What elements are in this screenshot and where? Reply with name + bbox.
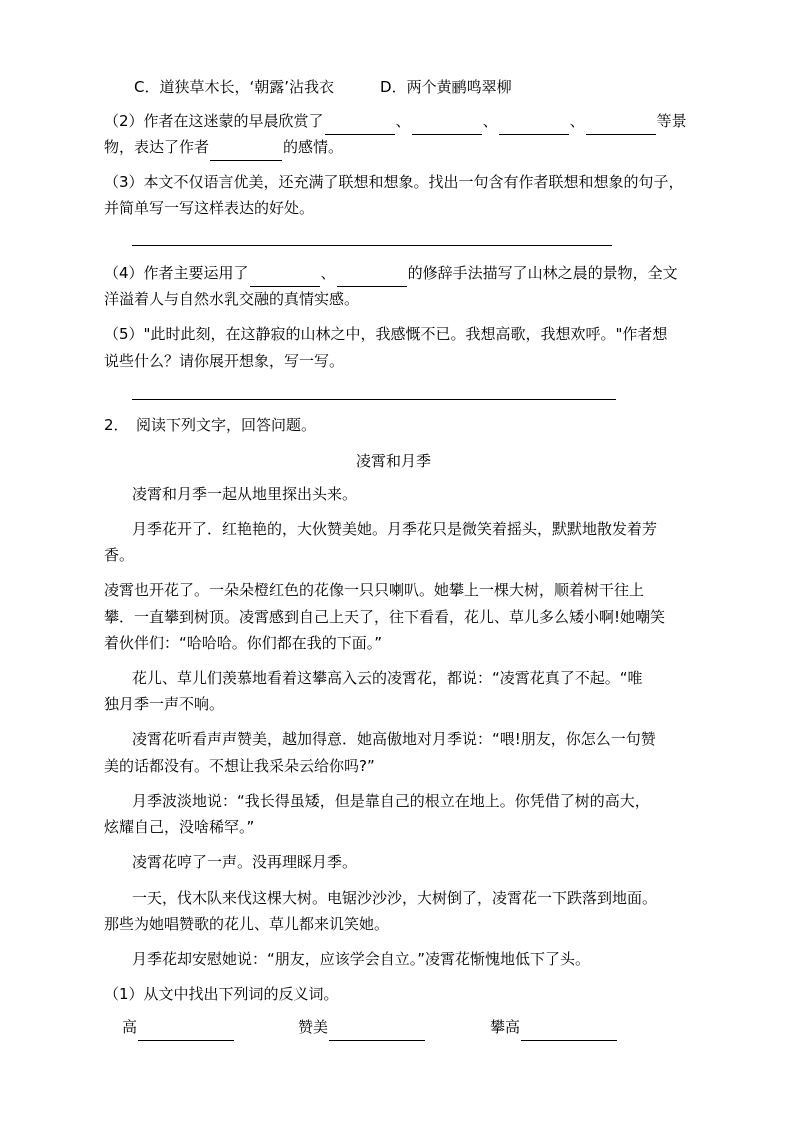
antonym-word: 赞美: [298, 1018, 329, 1036]
passage-paragraph: 美的话都没有。不想让我采朵云给你吗?”: [104, 757, 375, 775]
question-1-5-line2: 说些什么？请你展开想象，写一写。: [104, 352, 345, 370]
passage-paragraph: 月季波淡地说：“我长得虽矮，但是靠自己的根立在地上。你凭借了树的高大，: [132, 792, 650, 810]
passage-paragraph: 月季花开了．红艳艳的，大伙赞美她。月季花只是微笑着摇头，默默地散发着芳: [132, 520, 658, 538]
question-1-2-line2: 物，表达了作者 的感情。: [104, 133, 343, 161]
passage-paragraph: 凌霄花听看声声赞美，越加得意．她高傲地对月季说：“喂!朋友，你怎么一句赞: [132, 730, 656, 748]
question-1-4: （4）作者主要运用了 、 的修辞手法描写了山林之晨的景物，全文: [104, 259, 678, 287]
antonym-item: [298, 1013, 426, 1041]
option-d: D．两个黄鹂鸣翠柳: [380, 78, 512, 96]
passage-paragraph: 攀．一直攀到树顶。凌霄感到自己上天了，往下看看，花儿、草儿多么矮小啊!她嘲笑: [104, 608, 666, 626]
passage-paragraph: 着伙伴们：“哈哈哈。你们都在我的下面。”: [104, 634, 383, 652]
answer-blank[interactable]: [499, 116, 569, 135]
passage-paragraph: 花儿、草儿们羡慕地看着这攀高入云的凌霄花，都说：“凌霄花真了不起。“唯: [132, 669, 643, 687]
answer-blank[interactable]: [586, 116, 656, 135]
passage-paragraph: 独月季一声不响。: [104, 695, 225, 713]
question-2-1: （1）从文中找出下列词的反义词。: [104, 985, 339, 1003]
answer-blank[interactable]: [412, 116, 482, 135]
answer-blank[interactable]: [521, 1022, 617, 1041]
question-1-3: （3）本文不仅语言优美，还充满了联想和想象。找出一句含有作者联想和想象的句子，: [104, 173, 684, 191]
question-2-heading: 2． 阅读下列文字，回答问题。: [104, 416, 317, 434]
question-1-4-line2: 洋溢着人与自然水乳交融的真情实感。: [104, 290, 360, 308]
answer-blank[interactable]: [138, 1022, 234, 1041]
passage-paragraph: 凌霄也开花了。一朵朵橙红色的花像一只只喇叭。她攀上一棵大树，顺着树干往上: [104, 581, 645, 599]
answer-line[interactable]: [132, 399, 616, 400]
passage-title: 凌霄和月季: [356, 452, 432, 470]
passage-paragraph: 凌霄花哼了一声。没再理睬月季。: [132, 853, 358, 871]
passage-paragraph: 炫耀自己，没啥稀罕。”: [104, 818, 255, 836]
passage-paragraph: 月季花却安慰她说：“朋友，应该学会自立。”凌霄花惭愧地低下了头。: [132, 950, 591, 968]
passage-paragraph: 凌霄和月季一起从地里探出头来。: [132, 485, 358, 503]
option-c: C．道狭草木长，‘朝露’沾我衣: [134, 78, 335, 96]
answer-blank[interactable]: [329, 1022, 425, 1041]
passage-paragraph: 香。: [104, 546, 135, 564]
antonym-word: 高: [122, 1018, 138, 1036]
option-row: [134, 73, 512, 101]
passage-paragraph: 那些为她唱赞歌的花儿、草儿都来讥笑她。: [104, 915, 390, 933]
question-1-2: （2）作者在这迷蒙的早晨欣赏了 、 、 、 等景: [104, 107, 687, 135]
answer-line[interactable]: [132, 245, 612, 246]
antonym-item: [122, 1013, 235, 1041]
antonym-item: [490, 1013, 618, 1041]
question-1-5: （5）"此时此刻，在这静寂的山林之中，我感慨不已。我想高歌，我想欢呼。"作者想: [104, 325, 668, 343]
question-1-3-line2: 并简单写一写这样表达的好处。: [104, 199, 315, 217]
answer-blank[interactable]: [210, 142, 282, 161]
antonym-word: 攀高: [490, 1018, 521, 1036]
passage-paragraph: 一天，伐木队来伐这棵大树。电锯沙沙沙，大树倒了，凌霄花一下跌落到地面。: [132, 889, 658, 907]
